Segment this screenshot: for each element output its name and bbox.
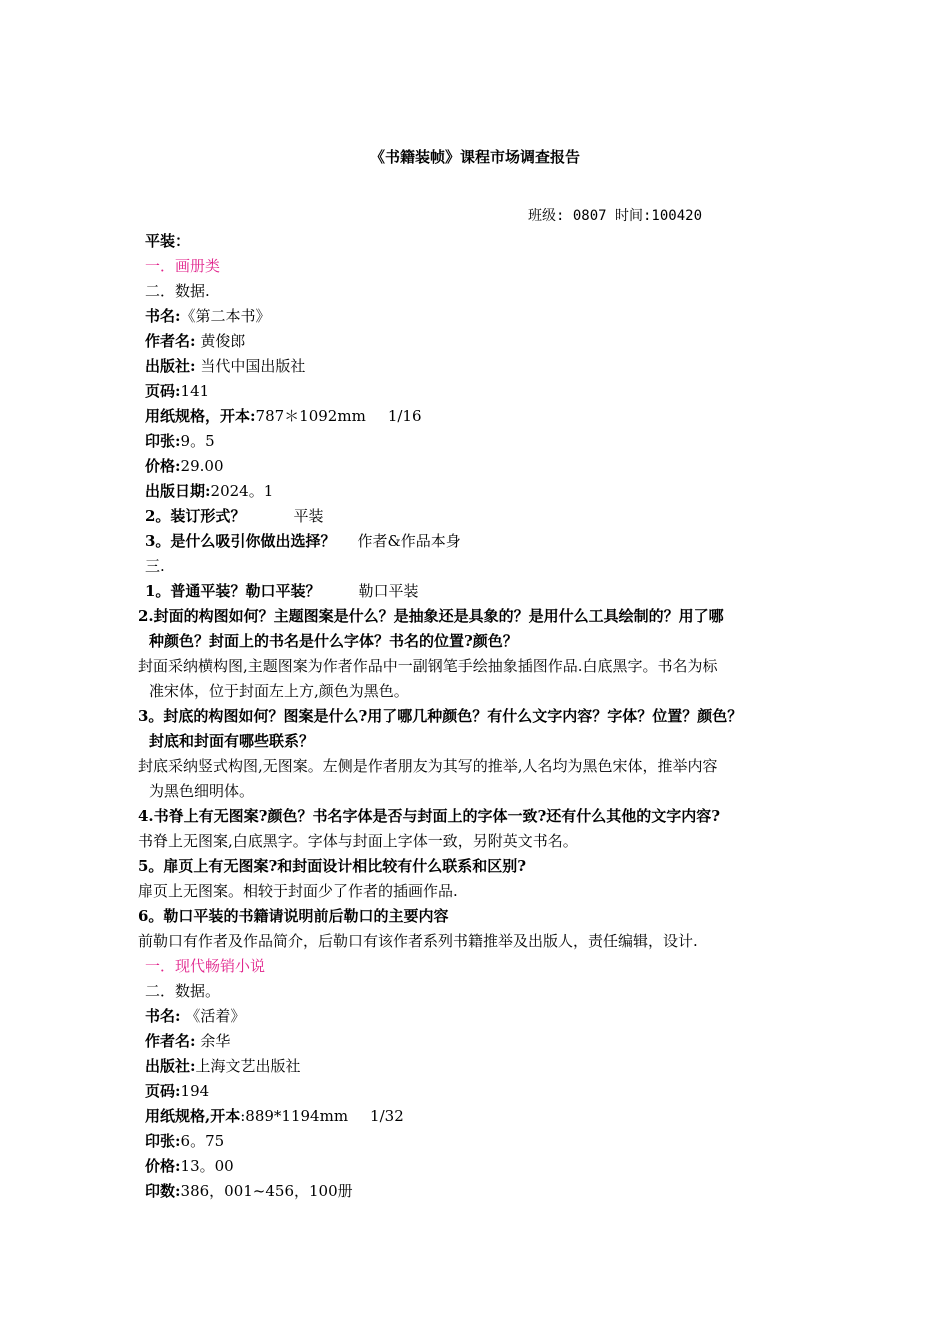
field-value: 上海文艺出版社 xyxy=(195,1057,301,1075)
field-label: 用纸规格,开本 xyxy=(145,1107,241,1125)
field-row xyxy=(140,1004,820,1029)
answer: 为黑色细明体。 xyxy=(149,782,255,800)
field-row xyxy=(140,454,820,479)
answer: 准宋体，位于封面左上方,颜色为黑色。 xyxy=(149,682,409,700)
question-row xyxy=(140,529,820,554)
answer: 前勒口有作者及作品简介，后勒口有该作者系列书籍推举及出版人，责任编辑，设计. xyxy=(138,932,698,950)
field-label: 出版社: xyxy=(145,1057,196,1075)
question: 1。普通平装？勒口平装？ xyxy=(145,582,321,600)
class-date-info: 班级: 0807 时间:100420 xyxy=(528,208,703,224)
field-value: 黄俊郎 xyxy=(200,332,246,350)
field-row xyxy=(140,1104,820,1129)
question: 5。扉页上有无图案?和封面设计相比较有什么联系和区别? xyxy=(138,857,527,875)
question: 2。装订形式？ xyxy=(145,507,246,525)
answer: 封面采纳横构图,主题图案为作者作品中一副钢笔手绘抽象插图作品.白底黑字。书名为标 xyxy=(138,657,718,675)
field-row xyxy=(140,1079,820,1104)
field-label: 页码: xyxy=(145,1082,181,1100)
field-value: 141 xyxy=(180,382,210,400)
field-label: 价格: xyxy=(145,1157,181,1175)
field-label: 出版社: xyxy=(145,357,196,375)
field-value: 当代中国出版社 xyxy=(200,357,306,375)
field-value: 余华 xyxy=(200,1032,231,1050)
field-value: 1/32 xyxy=(370,1107,404,1125)
field-value: 《第二本书》 xyxy=(180,307,271,325)
field-label: 印张: xyxy=(145,432,181,450)
field-row xyxy=(140,404,820,429)
field-row xyxy=(140,304,820,329)
field-value: 13。00 xyxy=(180,1157,234,1175)
field-row xyxy=(140,329,820,354)
report-body xyxy=(140,229,820,1204)
field-value: 787＊1092mm xyxy=(255,407,366,425)
question: 3。封底的构图如何？图案是什么?用了哪几种颜色？有什么文字内容？字体？位置？颜色？ xyxy=(138,707,743,725)
field-value: 《活着》 xyxy=(185,1007,246,1025)
question-row xyxy=(140,504,820,529)
field-row xyxy=(140,1029,820,1054)
category-heading: 一．现代畅销小说 xyxy=(145,957,266,975)
field-value: 29.00 xyxy=(180,457,224,475)
question: 6。勒口平装的书籍请说明前后勒口的主要内容 xyxy=(138,907,449,925)
field-row xyxy=(140,379,820,404)
field-value: 386，001~456，100册 xyxy=(180,1182,353,1200)
field-row xyxy=(140,1129,820,1154)
field-label: 价格: xyxy=(145,457,181,475)
field-label: 出版日期: xyxy=(145,482,211,500)
field-row xyxy=(140,1179,820,1204)
field-label: 书名: xyxy=(145,1007,181,1025)
field-label: 页码: xyxy=(145,382,181,400)
answer: 封底采纳竖式构图,无图案。左侧是作者朋友为其写的推举,人名均为黑色宋体，推举内容 xyxy=(138,757,718,775)
field-row xyxy=(140,479,820,504)
section-heading: 平装： xyxy=(145,232,191,250)
page-title: 《书籍装帧》课程市场调查报告 xyxy=(369,148,580,166)
question: 3。是什么吸引你做出选择？ xyxy=(145,532,336,550)
data-heading: 二．数据。 xyxy=(145,982,221,1000)
part-heading: 三. xyxy=(145,557,165,575)
field-value: 6。75 xyxy=(180,1132,225,1150)
field-label: 书名: xyxy=(145,307,181,325)
answer: 扉页上无图案。相较于封面少了作者的插画作品. xyxy=(138,882,458,900)
question-row xyxy=(140,579,820,604)
field-row xyxy=(140,1054,820,1079)
field-label: 作者名: xyxy=(145,332,196,350)
question: 封底和封面有哪些联系？ xyxy=(149,732,315,750)
field-value: 2024。1 xyxy=(210,482,274,500)
field-row xyxy=(140,354,820,379)
field-value: 194 xyxy=(180,1082,210,1100)
question: 2.封面的构图如何？主题图案是什么？是抽象还是具象的？是用什么工具绘制的？用了哪 xyxy=(138,607,724,625)
answer: 平装 xyxy=(293,507,324,525)
field-label: 印数: xyxy=(145,1182,181,1200)
field-row xyxy=(140,1154,820,1179)
field-label: 作者名: xyxy=(145,1032,196,1050)
question: 种颜色？封面上的书名是什么字体？书名的位置?颜色？ xyxy=(149,632,518,650)
answer: 书脊上无图案,白底黑字。字体与封面上字体一致，另附英文书名。 xyxy=(138,832,578,850)
field-label: 印张: xyxy=(145,1132,181,1150)
field-value: :889*1194mm xyxy=(240,1107,349,1125)
field-value: 9。5 xyxy=(180,432,215,450)
question: 4.书脊上有无图案?颜色？书名字体是否与封面上的字体一致?还有什么其他的文字内容? xyxy=(138,807,721,825)
answer: 勒口平装 xyxy=(358,582,419,600)
field-row xyxy=(140,429,820,454)
field-value: 1/16 xyxy=(387,407,422,425)
answer: 作者&作品本身 xyxy=(357,532,461,550)
data-heading: 二．数据. xyxy=(145,282,210,300)
field-label: 用纸规格，开本: xyxy=(145,407,256,425)
category-heading: 一．画册类 xyxy=(145,257,221,275)
